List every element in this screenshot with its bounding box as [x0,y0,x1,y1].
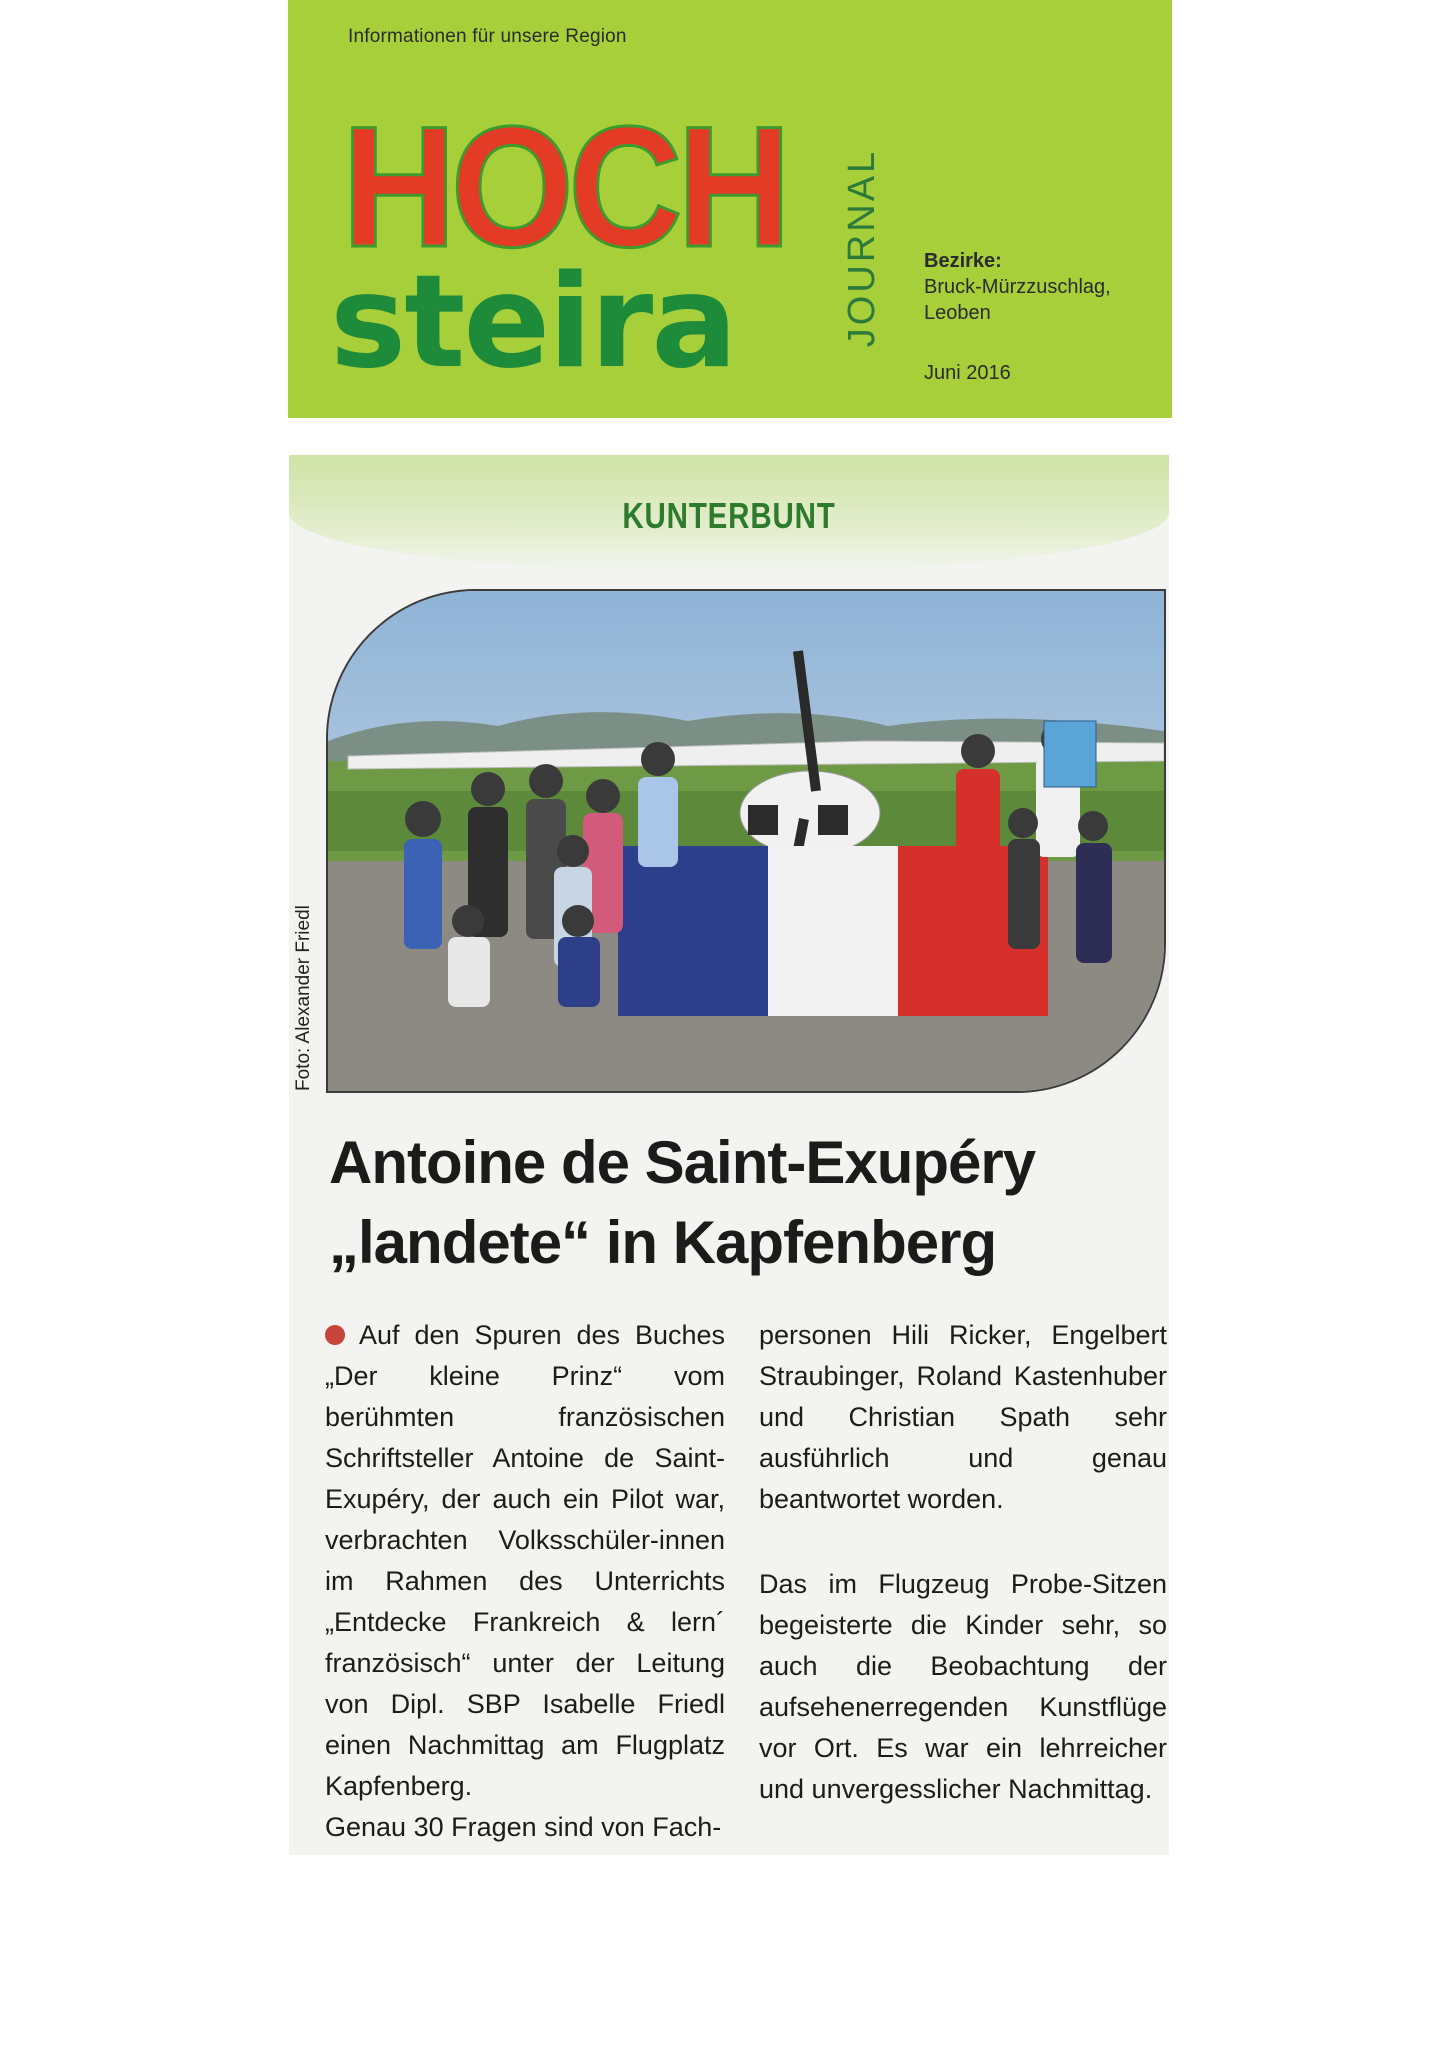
article-column-left [325,1315,725,1848]
logo-steira: steira [330,248,736,397]
paragraph-intro-text: Auf den Spuren des Buches „Der kleine Prinz“ vom berühmten französischen Schriftsteller Antoine de Saint-Exupéry, der auch ein Pilot war, verbrachten Volksschüler-innen im Rahmen des Unterrichts „Entdecke Frankreich & lern´ französisch“ unter der Leitung von Dipl. SBP Isabelle Friedl einen Nachmittag am Flugplatz Kapfenberg. [325,1320,725,1801]
paragraph-conclusion: Das im Flugzeug Probe-Sitzen begeisterte die Kinder sehr, so auch die Beobachtung der aufsehenerregenden Kunstflüge vor Ort. Es war ein lehrreicher und unvergesslicher Nachmittag. [759,1569,1167,1804]
bullet-dot-icon [325,1325,345,1345]
photo-credit: Foto: Alexander Friedl [293,905,314,1091]
logo-hoch: HOCH [342,91,786,283]
group-photo-illustration [328,591,1164,1091]
paragraph-experts: personen Hili Ricker, Engelbert Straubinger, Roland Kastenhuber und Christian Spath sehr ausführlich und genau beantwortet worden. [759,1320,1167,1514]
section-title: KUNTERBUNT [622,495,836,536]
issue-date: Juni 2016 [924,362,1011,384]
districts-block [924,248,1111,326]
masthead [288,0,1172,418]
districts-label: Bezirke: [924,250,1002,272]
logo-journal: JOURNAL [841,148,883,348]
article-headline [329,1123,1149,1283]
article-column-right [759,1315,1167,1810]
masthead-tagline: Informationen für unsere Region [348,26,627,47]
headline-line-1: Antoine de Saint-Exupéry [329,1129,1036,1196]
article-page [289,455,1169,1855]
group-photo [326,589,1166,1093]
paragraph-intro [325,1315,725,1807]
districts-line-1: Bruck-Mürzzuschlag, [924,276,1111,298]
headline-line-2: „landete“ in Kapfenberg [329,1209,997,1276]
paragraph-questions: Genau 30 Fragen sind von Fach- [325,1812,722,1842]
districts-line-2: Leoben [924,302,991,324]
